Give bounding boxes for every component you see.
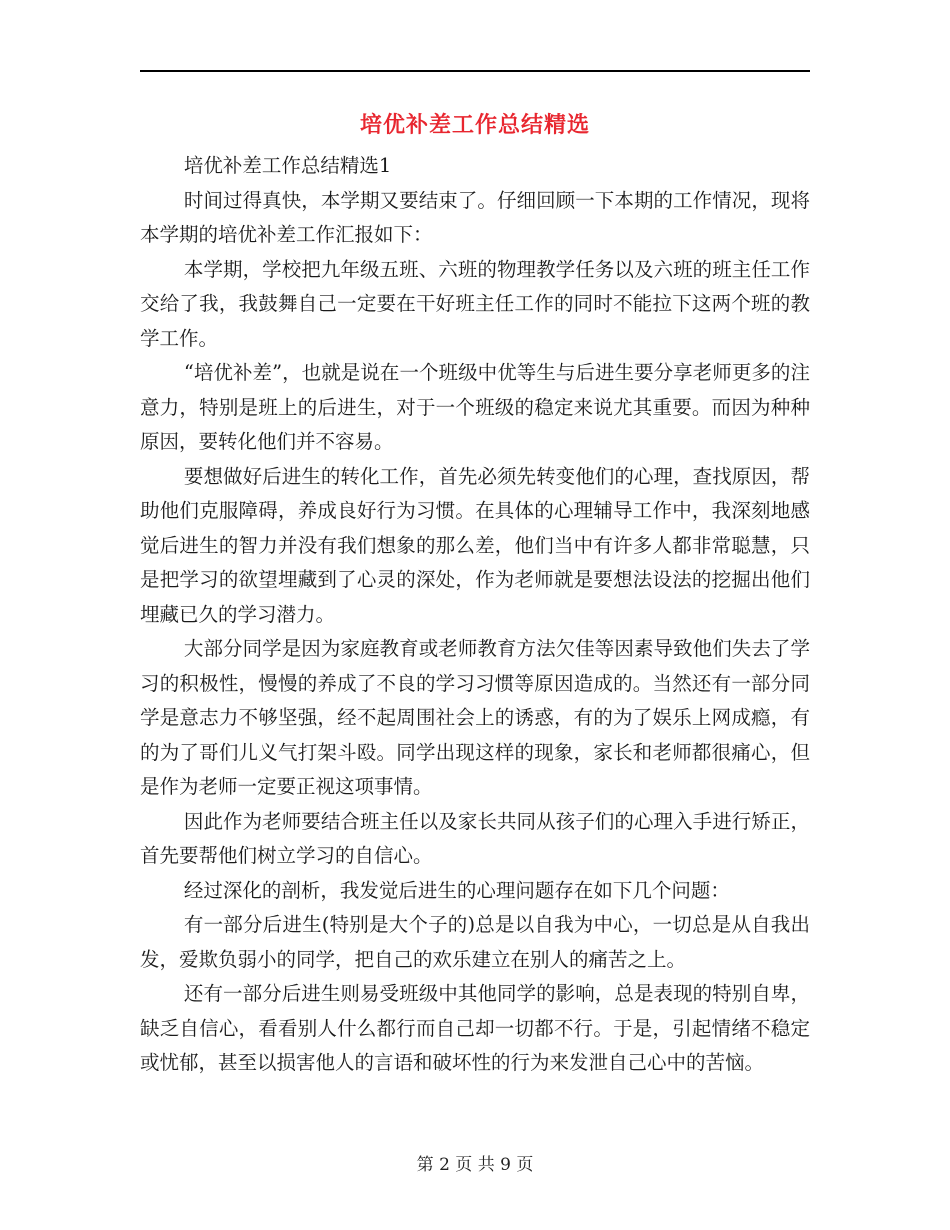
- document-title: 培优补差工作总结精选: [359, 113, 590, 138]
- paragraph: 要想做好后进生的转化工作，首先必须先转变他们的心理，查找原因，帮助他们克服障碍，养成良好行为习惯。在具体的心理辅导工作中，我深刻地感觉后进生的智力并没有我们想象的那么差，他们当中有许多人都非常聪慧，只是把学习的欲望埋藏到了心灵的深处，作为老师就是要想法设法的挖掘出他们埋藏已久的学习潜力。: [140, 464, 810, 626]
- paragraph: 本学期，学校把九年级五班、六班的物理教学任务以及六班的班主任工作交给了我，我鼓舞自己一定要在干好班主任工作的同时不能拉下这两个班的教学工作。: [140, 257, 810, 350]
- paragraph: 经过深化的剖析，我发觉后进生的心理问题存在如下几个问题：: [183, 878, 730, 902]
- paragraph: 大部分同学是因为家庭教育或老师教育方法欠佳等因素导致他们失去了学习的积极性，慢慢的养成了不良的学习习惯等原因造成的。当然还有一部分同学是意志力不够坚强，经不起周围社会上的诱惑，有的为了娱乐上网成瘾，有的为了哥们儿义气打架斗殴。同学出现这样的现象，家长和老师都很痛心，但是作为老师一定要正视这项事情。: [140, 637, 810, 798]
- paragraph-subtitle: 培优补差工作总结精选1: [183, 154, 392, 177]
- page-number: 第 2 页 共 9 页: [416, 1155, 534, 1175]
- paragraph: 因此作为老师要结合班主任以及家长共同从孩子们的心理入手进行矫正，首先要帮他们树立学习的自信心。: [140, 809, 810, 867]
- paragraph: 时间过得真快，本学期又要结束了。仔细回顾一下本期的工作情况，现将本学期的培优补差工作汇报如下：: [140, 188, 810, 246]
- paragraph: 还有一部分后进生则易受班级中其他同学的影响，总是表现的特别自卑，缺乏自信心，看看别人什么都行而自己却一切都不行。于是，引起情绪不稳定或忧郁，甚至以损害他人的言语和破坏性的行为来发泄自己心中的苦恼。: [140, 982, 810, 1074]
- paragraph: 有一部分后进生(特别是大个子的)总是以自我为中心，一切总是从自我出发，爱欺负弱小的同学，把自己的欢乐建立在别人的痛苦之上。: [140, 913, 810, 971]
- paragraph: “培优补差”，也就是说在一个班级中优等生与后进生要分享老师更多的注意力，特别是班上的后进生，对于一个班级的稳定来说尤其重要。而因为种种原因，要转化他们并不容易。: [140, 361, 810, 453]
- header-rule: [140, 70, 810, 72]
- document-body: [140, 149, 810, 1081]
